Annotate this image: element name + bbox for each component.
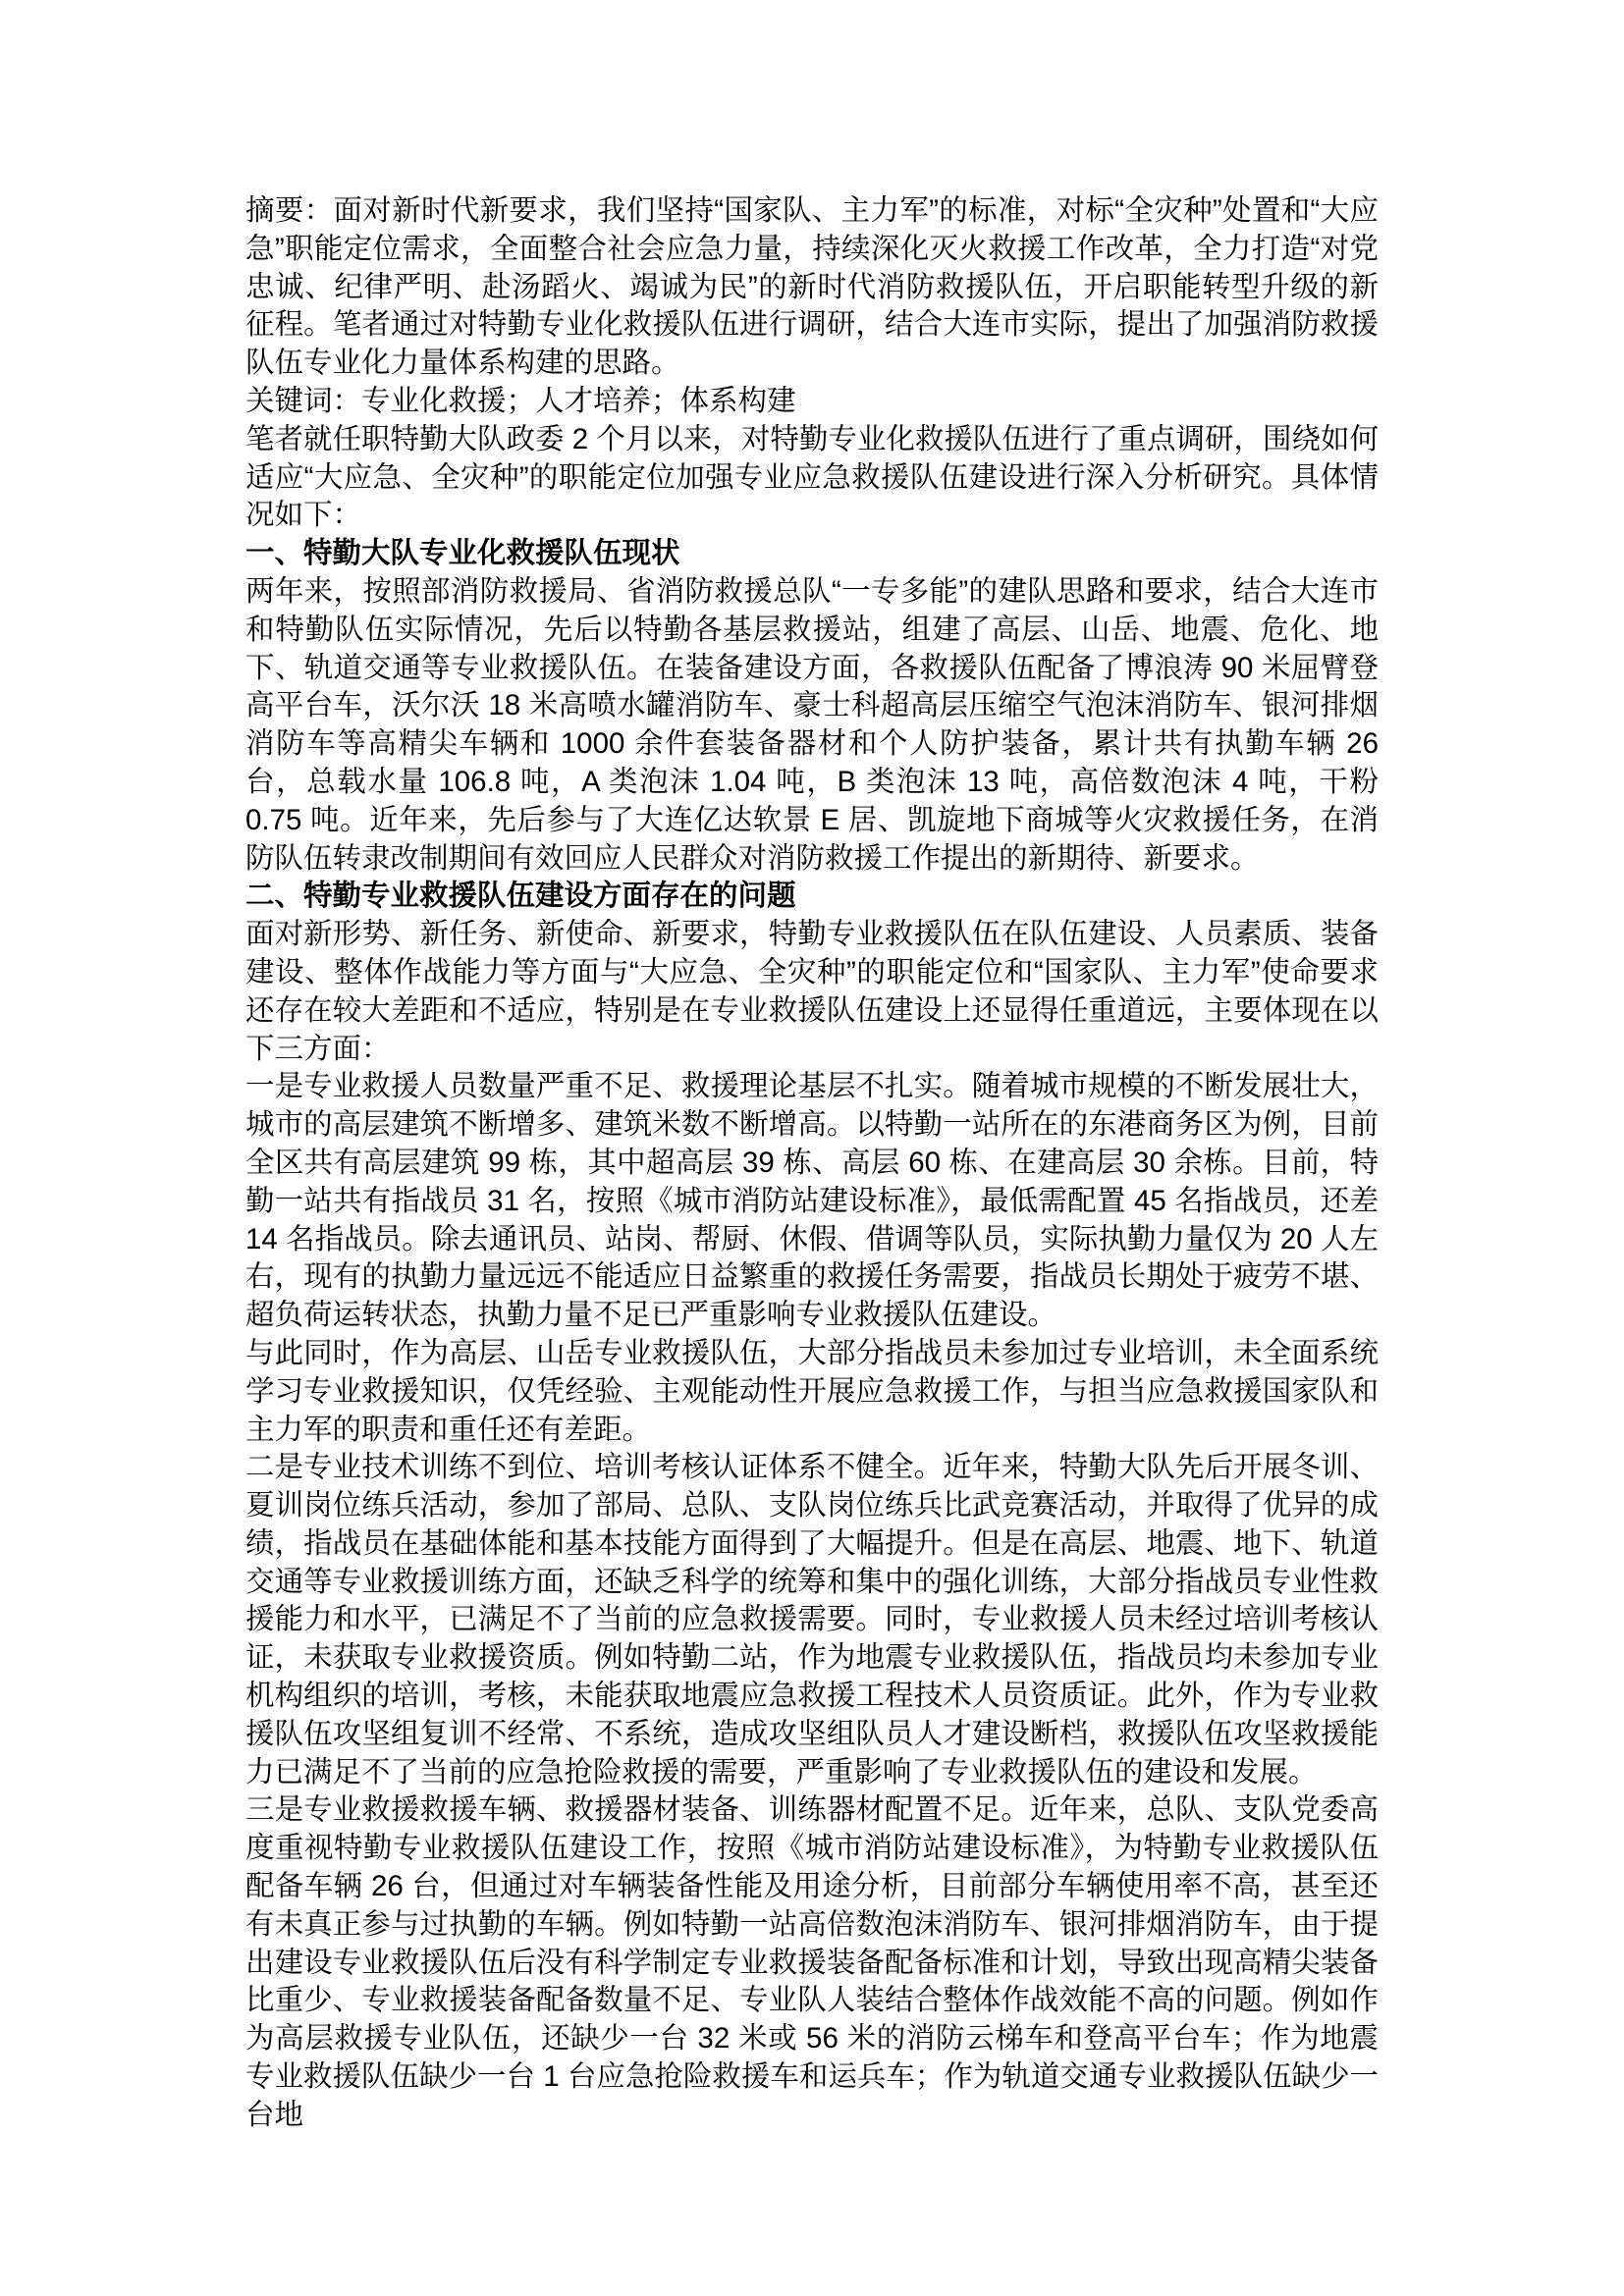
body-paragraph: 二是专业技术训练不到位、培训考核认证体系不健全。近年来，特勤大队先后开展冬训、夏训岗位练兵活动，参加了部局、总队、支队岗位练兵比武竞赛活动，并取得了优异的成绩，指战员在基础体能和基本技能方面得到了大幅提升。但是在高层、地震、地下、轨道交通等专业救援训练方面，还缺乏科学的统筹和集中的强化训练，大部分指战员专业性救援能力和水平，已满足不了当前的应急救援需要。同时，专业救援人员未经过培训考核认证，未获取专业救援资质。例如特勤二站，作为地震专业救援队伍，指战员均未参加专业机构组织的培训，考核，未能获取地震应急救援工程技术人员资质证。此外，作为专业救援队伍攻坚组复训不经常、不系统，造成攻坚组队员人才建设断档，救援队伍攻坚救援能力已满足不了当前的应急抢险救援的需要，严重影响了专业救援队伍的建设和发展。 — [245, 1451, 1379, 1789]
document-content — [245, 192, 1379, 2135]
section-heading: 二、特勤专业救援队伍建设方面存在的问题 — [245, 880, 796, 913]
body-paragraph: 关键词：专业化救援；人才培养；体系构建 — [245, 384, 796, 417]
body-paragraph: 与此同时，作为高层、山岳专业救援队伍，大部分指战员未参加过专业培训，未全面系统学习专业救援知识，仅凭经验、主观能动性开展应急救援工作，与担当应急救援国家队和主力军的职责和重任还有差距。 — [245, 1336, 1379, 1446]
body-paragraph: 笔者就任职特勤大队政委 2 个月以来，对特勤专业化救援队伍进行了重点调研，围绕如何适应“大应急、全灾种”的职能定位加强专业应急救援队伍建设进行深入分析研究。具体情况如下： — [245, 422, 1379, 532]
section-heading: 一、特勤大队专业化救援队伍现状 — [245, 537, 680, 570]
body-paragraph: 面对新形势、新任务、新使命、新要求，特勤专业救援队伍在队伍建设、人员素质、装备建设、整体作战能力等方面与“大应急、全灾种”的职能定位和“国家队、主力军”使命要求还存在较大差距和不适应，特别是在专业救援队伍建设上还显得任重道远，主要体现在以下三方面： — [245, 918, 1379, 1065]
body-paragraph: 摘要：面对新时代新要求，我们坚持“国家队、主力军”的标准，对标“全灾种”处置和“大应急”职能定位需求，全面整合社会应急力量，持续深化灭火救援工作改革，全力打造“对党忠诚、纪律严明、赴汤蹈火、竭诚为民”的新时代消防救援队伍，开启职能转型升级的新征程。笔者通过对特勤专业化救援队伍进行调研，结合大连市实际，提出了加强消防救援队伍专业化力量体系构建的思路。 — [245, 194, 1379, 380]
body-paragraph: 一是专业救援人员数量严重不足、救援理论基层不扎实。随着城市规模的不断发展壮大，城市的高层建筑不断增多、建筑米数不断增高。以特勤一站所在的东港商务区为例，目前全区共有高层建筑 99 栋，其中超高层 39 栋、高层 60 栋、在建高层 30 余栋。目前，特勤一站共有指战员 31 名，按照《城市消防站建设标准》，最低需配置 45 名指战员，还差 14 名指战员。除去通讯员、站岗、帮厨、休假、借调等队员，实际执勤力量仅为 20 人左右，现有的执勤力量远远不能适应日益繁重的救援任务需要，指战员长期处于疲劳不堪、超负荷运转状态，执勤力量不足已严重影响专业救援队伍建设。 — [245, 1070, 1379, 1332]
body-paragraph: 三是专业救援救援车辆、救援器材装备、训练器材配置不足。近年来，总队、支队党委高度重视特勤专业救援队伍建设工作，按照《城市消防站建设标准》，为特勤专业救援队伍配备车辆 26 台，但通过对车辆装备性能及用途分析，目前部分车辆使用率不高，甚至还有未真正参与过执勤的车辆。例如特勤一站高倍数泡沫消防车、银河排烟消防车，由于提出建设专业救援队伍后没有科学制定专业救援装备配备标准和计划，导致出现高精尖装备比重少、专业救援装备配备数量不足、专业队人装结合整体作战效能不高的问题。例如作为高层救援专业队伍，还缺少一台 32 米或 56 米的消防云梯车和登高平台车；作为地震专业救援队伍缺少一台 1 台应急抢险救援车和运兵车；作为轨道交通专业救援队伍缺少一台地 — [245, 1793, 1379, 2131]
body-paragraph: 两年来，按照部消防救援局、省消防救援总队“一专多能”的建队思路和要求，结合大连市和特勤队伍实际情况，先后以特勤各基层救援站，组建了高层、山岳、地震、危化、地下、轨道交通等专业救援队伍。在装备建设方面，各救援队伍配备了博浪涛 90 米屈臂登高平台车，沃尔沃 18 米高喷水罐消防车、豪士科超高层压缩空气泡沫消防车、银河排烟消防车等高精尖车辆和 1000 余件套装备器材和个人防护装备，累计共有执勤车辆 26 台，总载水量 106.8 吨，A 类泡沫 1.04 吨，B 类泡沫 13 吨，高倍数泡沫 4 吨，干粉 0.75 吨。近年来，先后参与了大连亿达软景 E 居、凯旋地下商城等火灾救援任务，在消防队伍转隶改制期间有效回应人民群众对消防救援工作提出的新期待、新要求。 — [245, 574, 1379, 875]
